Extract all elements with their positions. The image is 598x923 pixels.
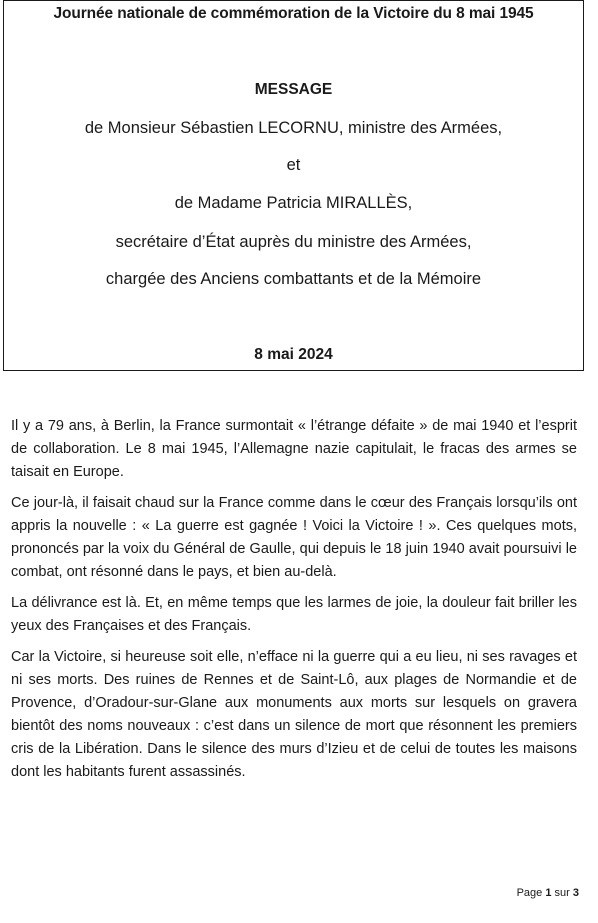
message-date: 8 mai 2024: [254, 346, 333, 363]
current-page-number: 1: [545, 887, 552, 899]
header-box: [3, 0, 584, 371]
page-word: Page: [516, 887, 543, 899]
paragraph-1: Il y a 79 ans, à Berlin, la France surmontait « l’étrange défaite » de mai 1940 et l’esprit de collaboration. Le 8 mai 1945, l’Allemagne nazie capitulait, le fracas des armes se taisait en Europe.: [11, 418, 577, 480]
paragraph-2: Ce jour-là, il faisait chaud sur la France comme dans le cœur des Français lorsqu’ils ont appris la nouvelle : « La guerre est gagnée ! Voici la Victoire ! ». Ces quelques mots, prononcés par la voix du Général de Gaulle, qui depuis le 18 juin 1940 avait poursuivi le combat, ont résonné dans le pays, et bien au-delà.: [11, 495, 577, 580]
author-line-minister: de Monsieur Sébastien LECORNU, ministre des Armées,: [84, 119, 503, 137]
message-label: MESSAGE: [254, 81, 333, 98]
of-word: sur: [554, 887, 570, 899]
total-page-count: 3: [572, 887, 579, 899]
page-number: [517, 887, 579, 899]
author-line-conjunction: et: [286, 156, 301, 174]
paragraph-3: La délivrance est là. Et, en même temps que les larmes de joie, la douleur fait briller les yeux des Françaises et des Français.: [11, 595, 577, 634]
paragraph-4: Car la Victoire, si heureuse soit elle, n’efface ni la guerre qui a eu lieu, ni ses ravages et ni ses morts. Des ruines de Rennes et de Saint-Lô, aux plages de Normandie et de Provence, d’Oradour-sur-Glane aux monuments aux morts sur lesquels on gravera bientôt des noms nouveaux : c’est dans un silence de mort que résonnent les premiers cris de la Libération. Dans le silence des murs d’Izieu et de celui de toutes les maisons dont les habitants furent assassinés.: [11, 649, 577, 780]
message-body: [11, 415, 577, 792]
author-line-secretary-portfolio: chargée des Anciens combattants et de la Mémoire: [105, 270, 482, 288]
document-title: Journée nationale de commémoration de la Victoire du 8 mai 1945: [53, 5, 534, 22]
author-line-secretary-role: secrétaire d’État auprès du ministre des Armées,: [115, 233, 472, 251]
author-line-secretary: de Madame Patricia MIRALLÈS,: [174, 194, 413, 212]
